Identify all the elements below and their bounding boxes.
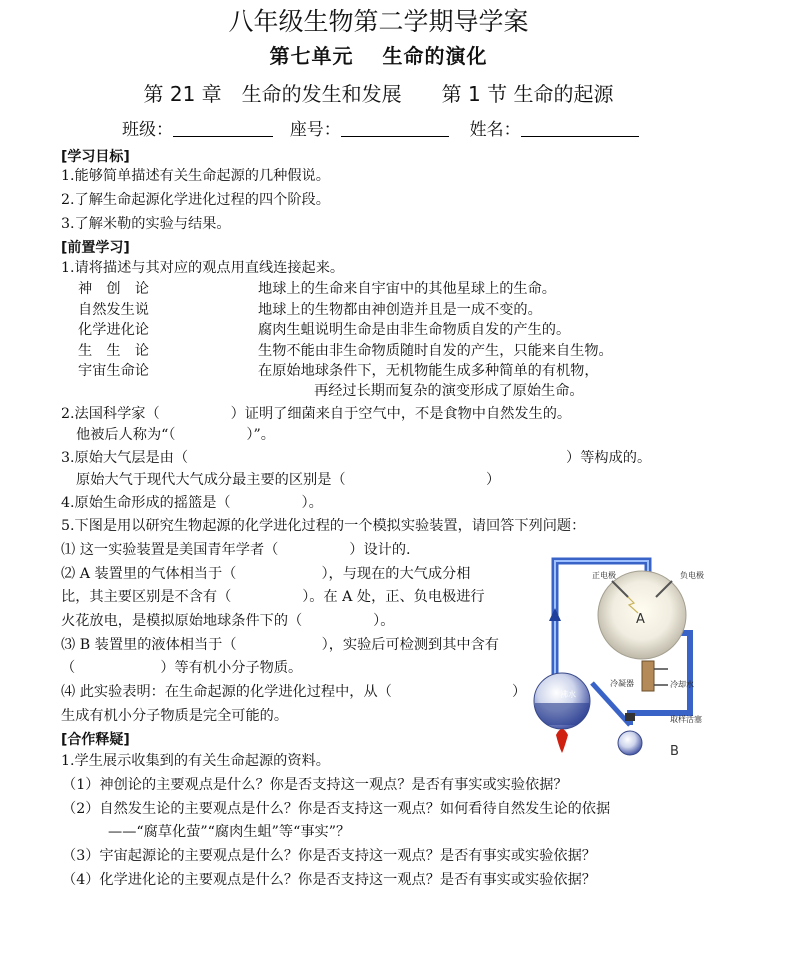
class-field[interactable] bbox=[173, 120, 273, 137]
flask-a-label: A bbox=[636, 612, 645, 627]
question-5-2a: ⑵ A 装置里的气体相当于（ ），与现在的大气成分相 bbox=[61, 566, 471, 582]
seat-label: 座号： bbox=[289, 120, 341, 140]
view-item: 生 生 论 bbox=[78, 343, 149, 359]
question-5: 5.下图是用以研究生物起源的化学进化过程的一个模拟实验装置，请回答下列问题： bbox=[61, 518, 586, 534]
positive-electrode-label: 正电极 bbox=[592, 571, 616, 580]
question-5-4b: 生成有机小分子物质是完全可能的。 bbox=[61, 708, 289, 724]
question-5-3a: ⑶ B 装置里的液体相当于（ ），实验后可检测到其中含有 bbox=[61, 637, 499, 653]
question-2: 2.法国科学家（ ）证明了细菌来自于空气中，不是食物中自然发生的。 bbox=[61, 406, 572, 422]
discussion-item: （4）化学进化论的主要观点是什么？你是否支持这一观点？是否有事实或实验依据？ bbox=[62, 872, 596, 888]
view-item: 化学进化论 bbox=[78, 322, 149, 338]
chapter-title: 第 21 章 生命的发生和发展 第 1 节 生命的起源 bbox=[143, 82, 614, 106]
discussion-item: （3）宇宙起源论的主要观点是什么？你是否支持这一观点？是否有事实或实验依据？ bbox=[62, 848, 596, 864]
description-item: 地球上的生物都由神创造并且是一成不变的。 bbox=[258, 302, 542, 318]
objective-item: 1.能够简单描述有关生命起源的几种假说。 bbox=[61, 168, 330, 184]
objectives-heading: [学习目标] bbox=[61, 149, 130, 165]
flow-arrow-icon bbox=[549, 608, 561, 621]
description-item: 生物不能由非生命物质随时自发的产生，只能来自生物。 bbox=[258, 343, 613, 359]
flame-icon bbox=[556, 729, 568, 753]
cold-water-label: 冷却水 bbox=[670, 680, 694, 689]
description-item: 地球上的生命来自宇宙中的其他星球上的生命。 bbox=[258, 281, 556, 297]
unit-title: 第七单元 生命的演化 bbox=[269, 44, 488, 68]
view-item: 宇宙生命论 bbox=[78, 363, 149, 379]
discussion-item: ——“腐草化萤”“腐肉生蛆”等“事实”？ bbox=[108, 824, 351, 840]
stopcock bbox=[625, 713, 635, 721]
name-label: 姓名： bbox=[469, 120, 521, 140]
sample-liquid-label: 取样活塞 bbox=[670, 715, 702, 724]
objective-item: 3.了解米勒的实验与结果。 bbox=[61, 216, 231, 232]
student-info-row bbox=[122, 115, 639, 140]
question-5-2b: 比，其主要区别是不含有（ ）。在 A 处，正、负电极进行 bbox=[61, 589, 485, 605]
discussion-item: （1）神创论的主要观点是什么？你是否支持这一观点？是否有事实或实验依据？ bbox=[62, 777, 568, 793]
name-field[interactable] bbox=[521, 120, 639, 137]
view-item: 自然发生说 bbox=[78, 302, 149, 318]
question-5-1: ⑴ 这一实验装置是美国青年学者（ ）设计的. bbox=[61, 542, 411, 558]
cooperate-heading: [合作释疑] bbox=[61, 732, 130, 748]
question-3b-end: ） bbox=[486, 472, 501, 488]
discussion-item: （2）自然发生论的主要观点是什么？你是否支持这一观点？如何看待自然发生论的依据 bbox=[62, 801, 611, 817]
question-3-end: ）等构成的。 bbox=[566, 450, 652, 466]
question-5-2c: 火花放电，是模拟原始地球条件下的（ ）。 bbox=[61, 613, 395, 629]
page-title: 八年级生物第二学期导学案 bbox=[228, 7, 529, 36]
objective-item: 2.了解生命起源化学进化过程的四个阶段。 bbox=[61, 192, 330, 208]
question-1: 1.请将描述与其对应的观点用直线连接起来。 bbox=[61, 260, 345, 276]
description-item: 再经过长期而复杂的演变形成了原始生命。 bbox=[314, 383, 584, 399]
condenser bbox=[642, 661, 654, 691]
description-item: 腐肉生蛆说明生命是由非生命物质自发的产生的。 bbox=[258, 322, 571, 338]
miller-apparatus-figure bbox=[530, 553, 730, 768]
class-label: 班级： bbox=[122, 120, 173, 140]
question-5-4a-start: ⑷ 此实验表明：在生命起源的化学进化过程中，从（ bbox=[61, 684, 392, 700]
negative-electrode-label: 负电极 bbox=[680, 571, 704, 580]
question-3-start: 3.原始大气层是由（ bbox=[61, 450, 189, 466]
seat-field[interactable] bbox=[341, 120, 449, 137]
view-item: 神 创 论 bbox=[78, 281, 149, 297]
question-5-3b: （ ）等有机小分子物质。 bbox=[61, 660, 303, 676]
cooperate-intro: 1.学生展示收集到的有关生命起源的资料。 bbox=[61, 753, 330, 769]
description-item: 在原始地球条件下，无机物能生成多种简单的有机物， bbox=[258, 363, 599, 379]
flask-b bbox=[618, 731, 642, 755]
question-2-continued: 他被后人称为“（ ）”。 bbox=[76, 427, 275, 443]
condenser-label: 冷凝器 bbox=[610, 679, 634, 688]
question-5-4a-end: ） bbox=[512, 684, 527, 700]
boiling-water-label: 沸水 bbox=[560, 690, 576, 699]
preview-heading: [前置学习] bbox=[61, 240, 130, 256]
question-3b-start: 原始大气于现代大气成分最主要的区别是（ bbox=[76, 472, 346, 488]
question-4: 4.原始生命形成的摇篮是（ ）。 bbox=[61, 495, 323, 511]
flask-b-label: B bbox=[670, 744, 679, 759]
